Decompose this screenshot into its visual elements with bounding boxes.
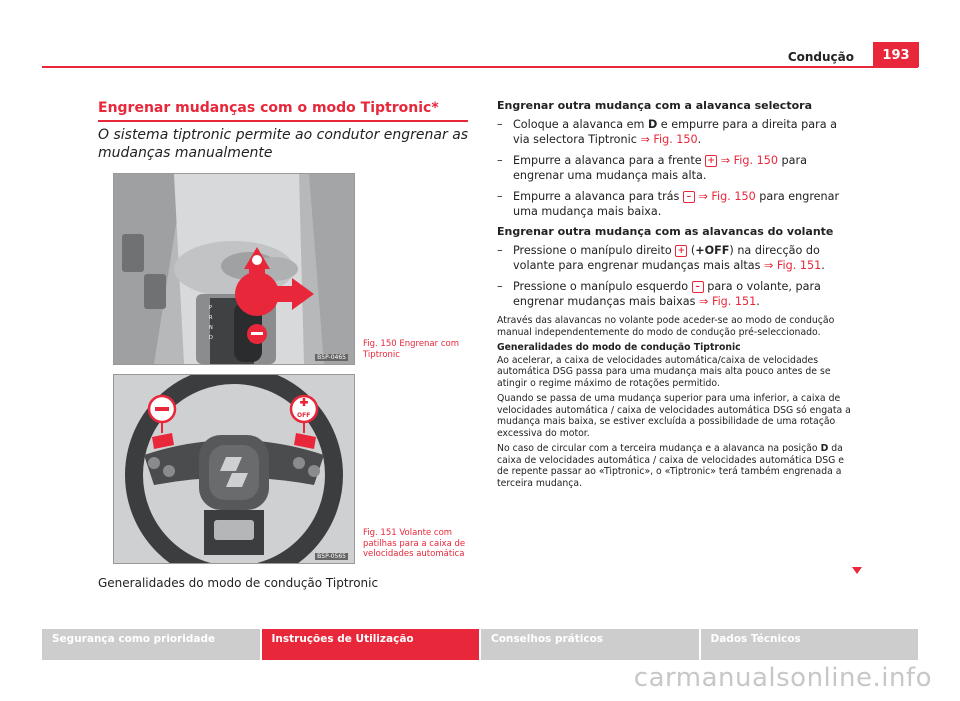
watermark: carmanualsonline.info xyxy=(633,663,932,693)
plus-symbol-icon: + xyxy=(705,155,717,167)
minus-symbol-icon: – xyxy=(692,281,704,293)
instruction-step: – Empurre a alavanca para trás – ⇒ Fig. 150 para engrenar uma mudança mais baixa. xyxy=(497,190,840,218)
right-column xyxy=(497,99,857,493)
gear-selector-illustration xyxy=(114,174,354,364)
svg-text:OFF: OFF xyxy=(297,412,311,419)
svg-text:R: R xyxy=(209,315,213,321)
steering-wheel-illustration xyxy=(114,375,354,563)
figure-link[interactable]: ⇒ Fig. 150 xyxy=(698,190,756,203)
footer-tab-safety[interactable]: Segurança como prioridade xyxy=(42,629,260,660)
paragraph: Ao acelerar, a caixa de velocidades automática/caixa de velocidades automática DSG passa para uma mudança mais alta pouco antes de se atingir o regime máximo de rotações permitido. xyxy=(497,354,831,389)
page-number-badge: 193 xyxy=(873,42,919,67)
figure-steering-wheel-paddles xyxy=(113,374,355,564)
instruction-step: – Pressione o manípulo direito + (+OFF) na direcção do volante para engrenar mudanças mais altas ⇒ Fig. 151. xyxy=(497,244,825,272)
paragraph-heading: Generalidades do modo de condução Tiptronic xyxy=(497,342,741,353)
minus-symbol-icon: – xyxy=(683,191,695,203)
continue-arrow-icon xyxy=(852,567,862,574)
figure-150-caption: Fig. 150 Engrenar com Tiptronic xyxy=(363,339,459,360)
figure-link[interactable]: ⇒ Fig. 151 xyxy=(699,295,757,308)
figure-link[interactable]: ⇒ Fig. 150 xyxy=(640,133,698,146)
subsection-heading: Generalidades do modo de condução Tiptronic xyxy=(98,576,379,590)
paragraph: Através das alavancas no volante pode aceder-se ao modo de condução manual independentemente do modo de condução pré-seleccionado. xyxy=(497,315,835,338)
paragraph: Quando se passa de uma mudança superior para uma inferior, a caixa de velocidades automática / caixa de velocidades automática DSG só engata a mudança mais baixa, se estiver excluída a possibilidade de uma rotação excessiva do motor. xyxy=(497,393,851,439)
header-rule xyxy=(42,66,918,68)
svg-text:D: D xyxy=(209,335,213,341)
instruction-step: – Pressione o manípulo esquerdo – para o volante, para engrenar mudanças mais baixas ⇒ Fig. 151. xyxy=(497,280,821,308)
footer-tab-instructions[interactable]: Instruções de Utilização xyxy=(262,629,480,660)
figure-link[interactable]: ⇒ Fig. 151 xyxy=(764,259,822,272)
section-intro: O sistema tiptronic permite ao condutor engrenar as mudanças manualmente xyxy=(98,127,469,161)
instruction-step: – Coloque a alavanca em D e empurre para a direita para a via selectora Tiptronic ⇒ Fig. 150. xyxy=(497,118,837,146)
plus-symbol-icon: + xyxy=(675,245,687,257)
instruction-step: – Empurre a alavanca para a frente + ⇒ Fig. 150 para engrenar uma mudança mais alta. xyxy=(497,154,807,182)
figure-151-caption: Fig. 151 Volante com patilhas para a caixa de velocidades automática xyxy=(363,528,466,559)
figure-tiptronic-selector xyxy=(113,173,355,365)
footer-tab-technical-data[interactable]: Dados Técnicos xyxy=(701,629,919,660)
figure-link[interactable]: ⇒ Fig. 150 xyxy=(720,154,778,167)
paragraph: No caso de circular com a terceira mudança e a alavanca na posição D da caixa de velocidades automática / caixa de velocidades automática DSG e de repente passar ao «Tiptronic», o «Tiptronic» terá também engrenada a terceira mudança. xyxy=(497,443,845,489)
section-title: Engrenar mudanças com o modo Tiptronic* xyxy=(98,100,468,122)
footer-tab-tips[interactable]: Conselhos práticos xyxy=(481,629,699,660)
svg-text:P: P xyxy=(209,305,213,311)
heading-selector-lever: Engrenar outra mudança com a alavanca selectora xyxy=(497,99,812,112)
figure-code: B5P-0465 xyxy=(317,354,346,361)
svg-text:N: N xyxy=(209,325,213,331)
figure-code: B5P-0565 xyxy=(317,553,346,560)
footer-nav xyxy=(42,629,918,660)
heading-steering-paddles: Engrenar outra mudança com as alavancas do volante xyxy=(497,225,834,238)
running-header-title: Condução xyxy=(787,50,854,64)
